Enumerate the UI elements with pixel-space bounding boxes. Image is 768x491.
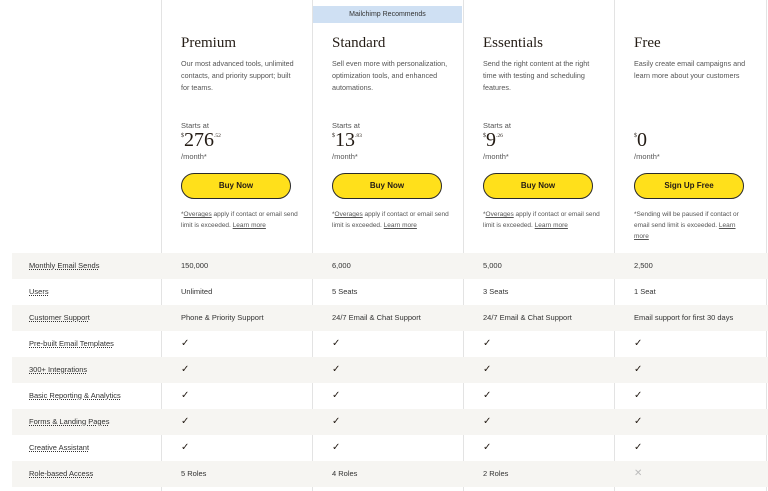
check-icon: ✓ [181,390,190,401]
check-icon: ✓ [181,416,190,427]
plan-name: Essentials [483,35,543,51]
check-icon: ✓ [181,338,190,349]
table-row [12,435,768,461]
check-icon: ✓ [332,338,341,349]
feature-value: Phone & Priority Support [181,313,264,322]
check-icon: ✓ [483,390,492,401]
plan-name: Standard [332,35,386,51]
note-text: apply if contact or email send limit is exceeded. [181,211,298,229]
starts-at-label: Starts at [181,121,209,130]
price-amount: 13 [335,129,355,151]
starts-at-label: Starts at [483,121,511,130]
check-icon: ✓ [634,442,643,453]
table-row [12,331,768,357]
price-period: /month* [332,152,358,161]
cross-icon: ✕ [634,468,643,479]
feature-label[interactable]: 300+ Integrations [29,365,88,374]
price [181,128,221,152]
feature-label[interactable]: Basic Reporting & Analytics [29,391,121,400]
check-icon: ✓ [483,364,492,375]
price-amount: 0 [637,129,647,151]
price [483,128,503,152]
plan-description: Our most advanced tools, unlimited contacts, and priority support; built for teams. [181,59,294,92]
feature-label[interactable]: Pre-built Email Templates [29,339,114,348]
feature-value: 150,000 [181,261,209,270]
feature-value: 24/7 Email & Chat Support [483,313,572,322]
table-row [12,253,768,279]
learn-more-link[interactable]: Learn more [534,222,568,229]
price [634,128,647,152]
price-cents: .83 [355,133,362,139]
buy-now-button[interactable]: Buy Now [483,173,593,199]
table-row [12,461,768,487]
feature-value: 2 Roles [483,469,509,478]
currency-symbol: $ [181,133,184,139]
note-text: apply if contact or email send limit is exceeded. [483,211,600,229]
table-row [12,357,768,383]
overages-link[interactable]: Overages [334,211,363,218]
feature-value: 3 Seats [483,287,509,296]
check-icon: ✓ [634,364,643,375]
feature-label[interactable]: Creative Assistant [29,443,90,452]
check-icon: ✓ [634,390,643,401]
check-icon: ✓ [332,416,341,427]
note-text: apply if contact or email send limit is exceeded. [332,211,449,229]
recommended-badge: Mailchimp Recommends [313,6,462,23]
plan-note: *Overages apply if contact or email send limit is exceeded. Learn more [181,211,298,229]
plan-note: *Overages apply if contact or email send limit is exceeded. Learn more [483,211,600,229]
feature-value: 5 Seats [332,287,358,296]
check-icon: ✓ [332,364,341,375]
feature-value: 2,500 [634,261,653,270]
price-amount: 276 [184,129,214,151]
overages-link[interactable]: Overages [183,211,212,218]
feature-value: 1 Seat [634,287,656,296]
feature-label[interactable]: Monthly Email Sends [29,261,100,270]
price-amount: 9 [486,129,496,151]
currency-symbol: $ [483,133,486,139]
feature-label[interactable]: Role-based Access [29,469,94,478]
price-period: /month* [483,152,509,161]
feature-value: 6,000 [332,261,351,270]
price-period: /month* [634,152,660,161]
feature-value: 5 Roles [181,469,207,478]
plan-description: Sell even more with personalization, optimization tools, and enhanced automations. [332,59,448,92]
learn-more-link[interactable]: Learn more [232,222,266,229]
feature-label[interactable]: Customer Support [29,313,90,322]
feature-value: 24/7 Email & Chat Support [332,313,421,322]
price [332,128,362,152]
overages-link[interactable]: Overages [485,211,514,218]
feature-label[interactable]: Users [29,287,49,296]
sign-up-free-button[interactable]: Sign Up Free [634,173,744,199]
plan-name: Premium [181,35,236,51]
plan-note [634,209,752,242]
currency-symbol: $ [634,133,637,139]
plan-name: Free [634,35,661,51]
plan-description: Easily create email campaigns and learn more about your customers [634,59,746,80]
note-text: *Sending will be paused if contact or email send limit is exceeded. [634,211,739,229]
check-icon: ✓ [181,364,190,375]
feature-value: Email support for first 30 days [634,313,734,322]
plan-note: *Overages apply if contact or email send limit is exceeded. Learn more [332,211,449,229]
table-row [12,279,768,305]
feature-value: 4 Roles [332,469,358,478]
learn-more-link[interactable]: Learn more [634,222,736,240]
buy-now-button[interactable]: Buy Now [181,173,291,199]
check-icon: ✓ [483,338,492,349]
feature-value: 5,000 [483,261,502,270]
learn-more-link[interactable]: Learn more [383,222,417,229]
price-period: /month* [181,152,207,161]
check-icon: ✓ [332,442,341,453]
table-row [12,383,768,409]
currency-symbol: $ [332,133,335,139]
check-icon: ✓ [634,338,643,349]
price-cents: .26 [496,133,503,139]
check-icon: ✓ [332,390,341,401]
table-row [12,305,768,331]
table-row [12,409,768,435]
buy-now-button[interactable]: Buy Now [332,173,442,199]
check-icon: ✓ [483,442,492,453]
plan-description: Send the right content at the right time with testing and scheduling features. [483,59,590,92]
check-icon: ✓ [634,416,643,427]
check-icon: ✓ [181,442,190,453]
starts-at-label: Starts at [332,121,360,130]
feature-value: Unlimited [181,287,213,296]
price-cents: .52 [214,133,221,139]
check-icon: ✓ [483,416,492,427]
feature-label[interactable]: Forms & Landing Pages [29,417,110,426]
